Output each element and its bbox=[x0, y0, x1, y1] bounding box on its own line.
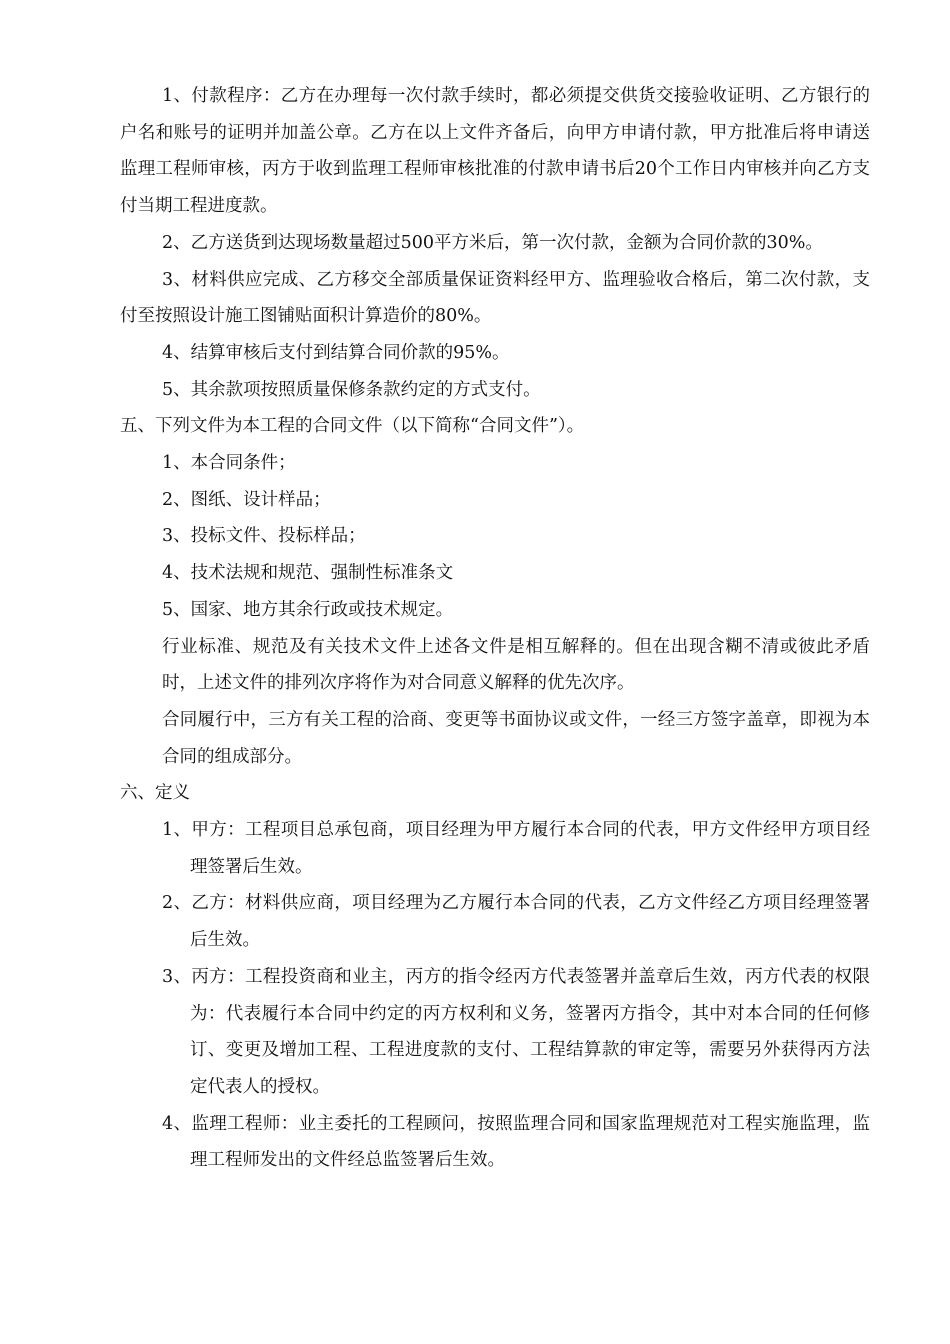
payment-clause-1: 1、付款程序：乙方在办理每一次付款手续时，都必须提交供货交接验收证明、乙方银行的户名和账号的证明并加盖公章。乙方在以上文件齐备后，向甲方申请付款，甲方批准后将申请送监理工程师审核，丙方于收到监理工程师审核批准的付款申请书后20个工作日内审核并向乙方支付当期工程进度款。 bbox=[120, 86, 870, 217]
payment-clause-3: 3、材料供应完成、乙方移交全部质量保证资料经甲方、监理验收合格后，第二次付款，支付至按照设计施工图铺贴面积计算造价的80%。 bbox=[120, 269, 870, 327]
section-5-heading: 五、下列文件为本工程的合同文件（以下简称“合同文件”）。 bbox=[120, 416, 585, 437]
definition-party-c: 3、丙方：工程投资商和业主，丙方的指令经丙方代表签署并盖章后生效，丙方代表的权限为：代表履行本合同中约定的丙方权利和义务，签署丙方指令，其中对本合同的任何修订、变更及增加工程、工程进度款的支付、工程结算款的审定等，需要另外获得丙方法定代表人的授权。 bbox=[162, 966, 870, 1097]
payment-clause-5: 5、其余款项按照质量保修条款约定的方式支付。 bbox=[162, 379, 541, 400]
payment-clause-4: 4、结算审核后支付到结算合同价款的95%。 bbox=[162, 342, 510, 363]
interpretation-paragraph: 行业标准、规范及有关技术文件上述各文件是相互解释的。但在出现含糊不清或彼此矛盾时，上述文件的排列次序将作为对合同意义解释的优先次序。 bbox=[162, 636, 870, 694]
definition-supervisor: 4、监理工程师：业主委托的工程顾问，按照监理合同和国家监理规范对工程实施监理，监理工程师发出的文件经总监签署后生效。 bbox=[162, 1113, 870, 1171]
contract-doc-item-2: 2、图纸、设计样品； bbox=[162, 489, 331, 510]
contract-doc-item-5: 5、国家、地方其余行政或技术规定。 bbox=[162, 599, 454, 620]
amendment-paragraph: 合同履行中，三方有关工程的洽商、变更等书面协议或文件，一经三方签字盖章，即视为本合同的组成部分。 bbox=[162, 709, 870, 767]
section-6-heading: 六、定义 bbox=[120, 783, 190, 804]
contract-doc-item-1: 1、本合同条件； bbox=[162, 453, 296, 474]
definition-party-a: 1、甲方：工程项目总承包商，项目经理为甲方履行本合同的代表，甲方文件经甲方项目经理签署后生效。 bbox=[162, 820, 870, 877]
contract-doc-item-3: 3、投标文件、投标样品； bbox=[162, 526, 366, 547]
contract-doc-item-4: 4、技术法规和规范、强制性标准条文 bbox=[162, 563, 454, 584]
document-body bbox=[0, 78, 950, 1179]
definition-party-b: 2、乙方：材料供应商，项目经理为乙方履行本合同的代表，乙方文件经乙方项目经理签署后生效。 bbox=[162, 893, 870, 951]
payment-clause-2: 2、乙方送货到达现场数量超过500平方米后，第一次付款，金额为合同价款的30%。 bbox=[162, 232, 823, 253]
